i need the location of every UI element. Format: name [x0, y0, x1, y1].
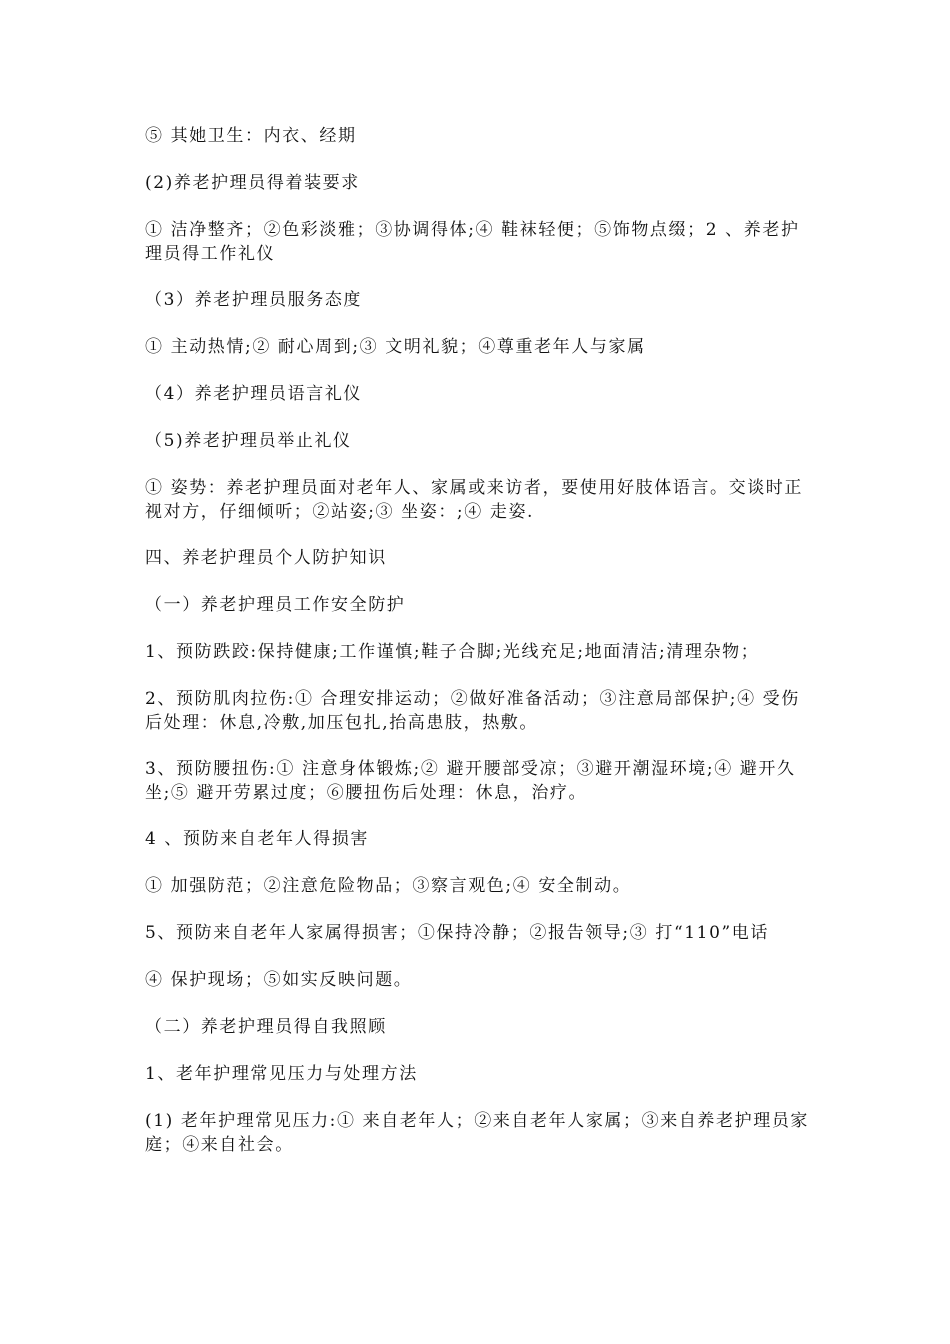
subsection-heading-self-care: （二）养老护理员得自我照顾	[145, 1017, 387, 1037]
paragraph-dress-requirements: (2)养老护理员得着装要求	[145, 173, 360, 193]
paragraph-behavior-etiquette: （5)养老护理员举止礼仪	[145, 431, 352, 451]
subsection-heading-work-safety: （一）养老护理员工作安全防护	[145, 595, 406, 615]
paragraph-stress-methods: 1、老年护理常见压力与处理方法	[145, 1064, 418, 1084]
paragraph-prevent-family-harm: 5、预防来自老年人家属得损害；①保持冷静；②报告领导;③ 打“110”电话	[145, 923, 769, 943]
paragraph-family-harm-items: ④ 保护现场；⑤如实反映问题。	[145, 970, 413, 990]
paragraph-posture: ① 姿势：养老护理员面对老年人、家属或来访者，要使用好肢体语言。交谈时正视对方，仔细倾听；②站姿;③ 坐姿：;④ 走姿.	[145, 478, 804, 522]
paragraph-prevent-elder-harm: 4 、预防来自老年人得损害	[145, 829, 370, 849]
paragraph-common-stress: (1) 老年护理常见压力:① 来自老年人；②来自老年人家属；③来自养老护理员家庭；④来自社会。	[145, 1111, 810, 1155]
paragraph-attitude-items: ① 主动热情;② 耐心周到;③ 文明礼貌；④尊重老年人与家属	[145, 337, 646, 357]
section-heading-personal-protection: 四、养老护理员个人防护知识	[145, 548, 387, 568]
paragraph-prevent-muscle-strain: 2、预防肌肉拉伤:① 合理安排运动；②做好准备活动；③注意局部保护;④ 受伤后处理：休息,冷敷,加压包扎,抬高患肢，热敷。	[145, 689, 800, 733]
paragraph-dress-items: ① 洁净整齐；②色彩淡雅；③协调得体;④ 鞋袜轻便；⑤饰物点缀；2 、养老护理员得工作礼仪	[145, 220, 800, 264]
paragraph-prevent-back-sprain: 3、预防腰扭伤:① 注意身体锻炼;② 避开腰部受凉；③避开潮湿环境;④ 避开久坐;⑤ 避开劳累过度；⑥腰扭伤后处理：休息，治疗。	[145, 759, 796, 803]
paragraph-elder-harm-items: ① 加强防范；②注意危险物品；③察言观色;④ 安全制动。	[145, 876, 632, 896]
document-body	[145, 124, 810, 1179]
paragraph-language-etiquette: （4）养老护理员语言礼仪	[145, 384, 363, 404]
paragraph-service-attitude: （3）养老护理员服务态度	[145, 290, 363, 310]
paragraph-other-hygiene: ⑤ 其她卫生：内衣、经期	[145, 126, 357, 146]
paragraph-prevent-falls: 1、预防跌跤:保持健康;工作谨慎;鞋子合脚;光线充足;地面清洁;清理杂物；	[145, 642, 760, 662]
